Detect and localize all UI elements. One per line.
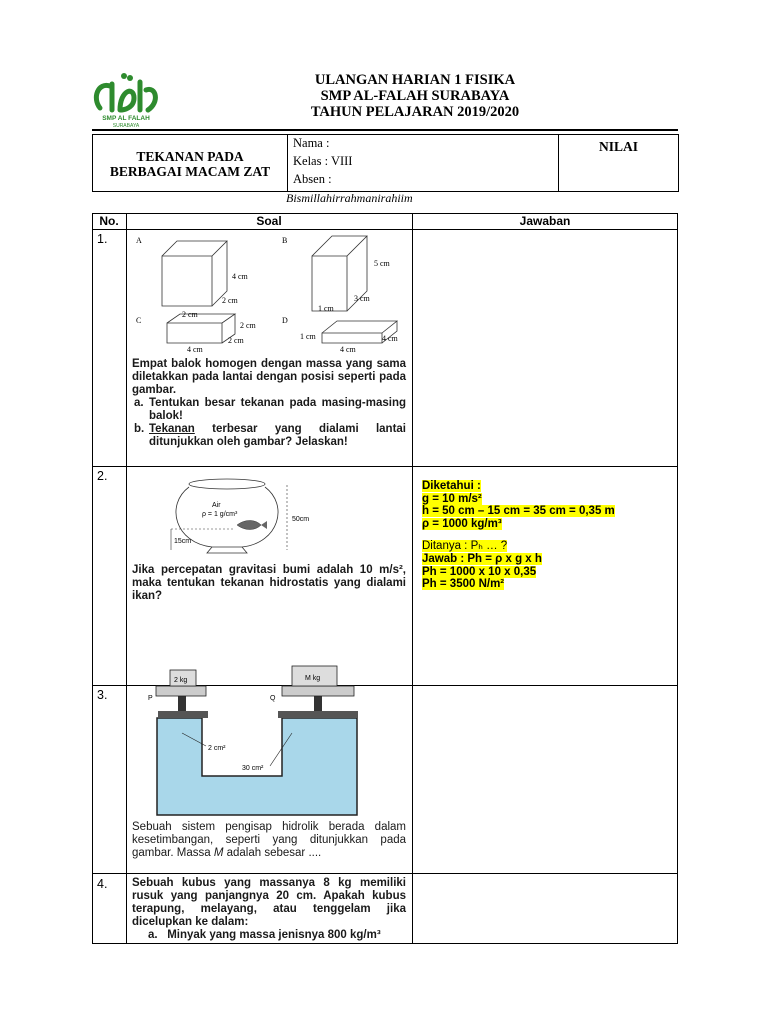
box-label-b: B bbox=[282, 236, 288, 245]
answer-2-g: g = 10 m/s² bbox=[422, 492, 482, 505]
answer-2-jawab: Jawab : Ph = ρ x g x h bbox=[422, 552, 542, 565]
box-b-dim-3: 1 cm bbox=[318, 304, 334, 313]
question-3-text-before: Sebuah sistem pengisap hidrolik berada dalam kesetimbangan, seperti yang ditunjukkan pada gambar. Massa bbox=[132, 821, 406, 859]
absen-field[interactable]: Absen : bbox=[293, 172, 332, 186]
fish-depth-label: 15cm bbox=[174, 538, 192, 545]
answer-2-h: h = 50 cm – 15 cm = 35 cm = 0,35 m bbox=[422, 505, 615, 518]
question-number-4: 4. bbox=[97, 877, 108, 891]
kelas-field: Kelas : VIII bbox=[293, 154, 353, 168]
box-b-dim-2: 3 cm bbox=[354, 294, 370, 303]
bismillah-text: Bismillahirrahmanirahiim bbox=[286, 191, 413, 205]
piston-p-label: P bbox=[148, 695, 153, 702]
question-2-figure bbox=[157, 475, 337, 560]
question-1b-marker: b. bbox=[134, 423, 145, 435]
answer-2-result: Ph = 3500 N/m² bbox=[422, 578, 505, 591]
nilai-cell bbox=[559, 135, 679, 192]
answer-2-rho: ρ = 1000 kg/m³ bbox=[422, 517, 502, 530]
box-d-dim-3: 4 cm bbox=[340, 345, 356, 354]
question-number-3: 3. bbox=[97, 688, 108, 702]
logo-subtext: SURABAYA bbox=[112, 123, 140, 129]
question-1b bbox=[132, 423, 406, 449]
header-divider bbox=[92, 129, 678, 131]
piston-q-area: 30 cm² bbox=[242, 765, 264, 772]
box-c-dim-2: 2 cm bbox=[228, 336, 244, 345]
box-c-dim-1: 2 cm bbox=[240, 321, 256, 330]
box-label-d: D bbox=[282, 316, 288, 325]
question-1b-underlined: Tekanan bbox=[149, 423, 195, 435]
topic-line-1: TEKANAN PADA bbox=[136, 149, 244, 164]
question-number-2: 2. bbox=[97, 469, 108, 483]
aquarium-density-label: ρ = 1 g/cm³ bbox=[202, 511, 238, 518]
nama-field[interactable]: Nama : bbox=[293, 136, 330, 150]
aquarium-height-label: 50cm bbox=[292, 516, 310, 523]
box-d-dim-2: 4 cm bbox=[382, 334, 398, 343]
question-1a-text: Tentukan besar tekanan pada masing-masing balok! bbox=[149, 397, 406, 422]
column-header-soal: Soal bbox=[256, 214, 282, 228]
box-c-dim-3: 4 cm bbox=[187, 345, 203, 354]
header-line-3: TAHUN PELAJARAN 2019/2020 bbox=[310, 104, 520, 120]
student-info-table bbox=[92, 134, 679, 192]
logo-text: SMP AL FALAH bbox=[102, 115, 150, 122]
question-4-stem: Sebuah kubus yang massanya 8 kg memiliki rusuk yang panjangnya 20 cm. Apakah kubus terapung, melayang, atau tenggelam jika dicelupkan ke dalam: bbox=[132, 877, 406, 928]
question-3-text-after: adalah sebesar .... bbox=[223, 847, 322, 859]
answer-2-diketahui: Diketahui : bbox=[422, 480, 481, 492]
question-4a bbox=[132, 929, 406, 942]
nilai-label: NILAI bbox=[598, 139, 638, 154]
question-1-text bbox=[132, 358, 406, 449]
question-3-variable: M bbox=[213, 847, 224, 859]
answer-2-calc: Ph = 1000 x 10 x 0,35 bbox=[422, 565, 537, 578]
question-2-text: Jika percepatan gravitasi bumi adalah 10 m/s², maka tentukan tekanan hidrostatis yang dialami ikan? bbox=[132, 564, 406, 602]
question-1-stem: Empat balok homogen dengan massa yang sama diletakkan pada lantai dengan posisi seperti pada gambar. bbox=[132, 358, 406, 396]
student-fields-cell bbox=[288, 135, 559, 192]
piston-q-label: Q bbox=[270, 695, 276, 702]
question-1b-text: terbesar yang dialami lantai ditunjukkan oleh gambar? Jelaskan! bbox=[149, 423, 406, 448]
school-logo bbox=[90, 68, 162, 128]
answer-2-ditanya: Ditanya : Pₕ … ? bbox=[422, 540, 508, 553]
topic-cell bbox=[93, 135, 288, 192]
question-1a bbox=[132, 397, 406, 423]
box-label-c: C bbox=[136, 316, 142, 325]
piston-p-mass: 2 kg bbox=[174, 677, 188, 684]
header-line-2: SMP AL-FALAH SURABAYA bbox=[320, 88, 510, 104]
topic-line-2: BERBAGAI MACAM ZAT bbox=[109, 164, 271, 179]
question-4a-text: Minyak yang massa jenisnya 800 kg/m³ bbox=[167, 929, 381, 941]
piston-q-mass: M kg bbox=[305, 675, 321, 682]
box-d-dim-1: 1 cm bbox=[300, 332, 316, 341]
box-a-dim-3: 2 cm bbox=[182, 310, 198, 319]
piston-p-area: 2 cm² bbox=[208, 745, 226, 752]
column-header-jawaban: Jawaban bbox=[519, 214, 571, 228]
box-b-dim-1: 5 cm bbox=[374, 259, 390, 268]
column-header-no: No. bbox=[99, 214, 119, 228]
question-3-figure bbox=[142, 675, 382, 823]
question-1a-marker: a. bbox=[134, 397, 144, 409]
header-line-1: ULANGAN HARIAN 1 FISIKA bbox=[314, 72, 516, 88]
question-4-text bbox=[132, 877, 406, 942]
box-a-dim-2: 2 cm bbox=[222, 296, 238, 305]
question-table bbox=[92, 213, 678, 944]
box-label-a: A bbox=[136, 236, 142, 245]
question-3-text bbox=[132, 821, 406, 860]
box-a-dim-1: 4 cm bbox=[232, 272, 248, 281]
question-1-figure bbox=[132, 231, 412, 361]
question-number-1: 1. bbox=[97, 232, 108, 246]
aquarium-air-label: Air bbox=[212, 502, 221, 509]
answer-2 bbox=[422, 480, 615, 591]
question-4a-marker: a. bbox=[148, 929, 158, 941]
exam-header bbox=[250, 72, 580, 120]
